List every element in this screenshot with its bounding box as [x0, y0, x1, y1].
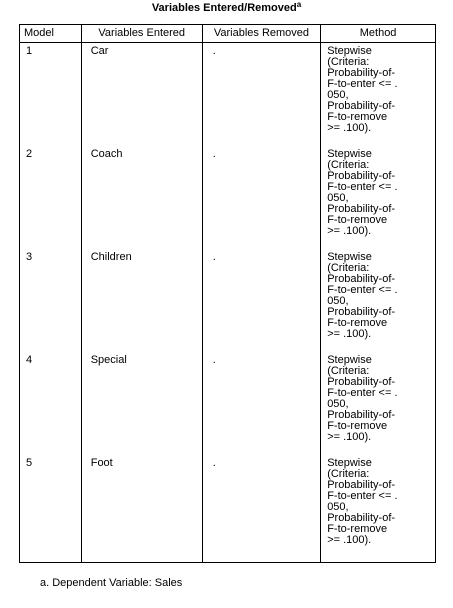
- method-text-line: >= .100).: [327, 328, 372, 340]
- table-title-footnote-marker: a: [296, 0, 302, 9]
- method-text-line: Probability-of-: [327, 170, 396, 182]
- table-body: [20, 43, 436, 563]
- header-model: Model: [20, 25, 82, 43]
- cell-variables-entered: Special: [81, 353, 202, 456]
- method-text-line: F-to-enter <= .: [327, 490, 398, 502]
- method-text-line: (Criteria:: [327, 365, 370, 377]
- method-text-line: 050,: [327, 295, 349, 307]
- method-text-line: >= .100).: [327, 225, 372, 237]
- method-text-line: >= .100).: [327, 122, 372, 134]
- method-text-line: Probability-of-: [327, 512, 396, 524]
- method-text-line: F-to-enter <= .: [327, 284, 398, 296]
- header-row: [20, 25, 436, 43]
- method-text-line: 050,: [327, 89, 349, 101]
- cell-model: 1: [20, 43, 82, 148]
- cell-method: [321, 250, 436, 353]
- cell-variables-entered: Foot: [81, 456, 202, 563]
- method-text-line: Probability-of-: [327, 306, 396, 318]
- cell-variables-removed: .: [202, 250, 321, 353]
- method-text-line: (Criteria:: [327, 262, 370, 274]
- method-text-line: F-to-remove: [327, 317, 388, 329]
- method-text-line: 050,: [327, 192, 349, 204]
- method-text-line: Probability-of-: [327, 409, 396, 421]
- cell-variables-removed: .: [202, 147, 321, 250]
- method-text-line: Probability-of-: [327, 100, 396, 112]
- method-text-line: F-to-remove: [327, 523, 388, 535]
- method-text-line: >= .100).: [327, 431, 372, 443]
- method-text-line: Probability-of-: [327, 67, 396, 79]
- cell-model: 2: [20, 147, 82, 250]
- method-text-line: >= .100).: [327, 534, 372, 546]
- method-text-line: (Criteria:: [327, 56, 370, 68]
- header-method: Method: [321, 25, 436, 43]
- table-row: [20, 250, 436, 353]
- cell-variables-removed: .: [202, 353, 321, 456]
- method-text-line: Stepwise: [327, 457, 372, 469]
- table-row: [20, 43, 436, 148]
- method-text-line: 050,: [327, 398, 349, 410]
- header-variables-removed: Variables Removed: [202, 25, 321, 43]
- method-text-line: Stepwise: [327, 354, 372, 366]
- table-row: [20, 456, 436, 563]
- cell-variables-entered: Coach: [81, 147, 202, 250]
- table-footnote: a. Dependent Variable: Sales: [40, 577, 183, 589]
- cell-variables-removed: .: [202, 43, 321, 148]
- cell-method: [321, 147, 436, 250]
- method-text-line: 050,: [327, 501, 349, 513]
- method-text-line: Probability-of-: [327, 203, 396, 215]
- method-text-line: F-to-remove: [327, 214, 388, 226]
- method-text-line: (Criteria:: [327, 159, 370, 171]
- cell-model: 3: [20, 250, 82, 353]
- cell-variables-entered: Car: [81, 43, 202, 148]
- method-text-line: Stepwise: [327, 251, 372, 263]
- cell-method: [321, 456, 436, 563]
- cell-model: 5: [20, 456, 82, 563]
- method-text-line: Probability-of-: [327, 479, 396, 491]
- cell-method: [321, 43, 436, 148]
- method-text-line: F-to-remove: [327, 111, 388, 123]
- cell-method: [321, 353, 436, 456]
- method-text-line: Probability-of-: [327, 376, 396, 388]
- table-title: [0, 2, 453, 14]
- cell-variables-removed: .: [202, 456, 321, 563]
- method-text-line: F-to-enter <= .: [327, 387, 398, 399]
- table-title-text: Variables Entered/Removed: [151, 2, 297, 14]
- method-text-line: Probability-of-: [327, 273, 396, 285]
- method-text-line: F-to-enter <= .: [327, 181, 398, 193]
- method-text-line: Stepwise: [327, 45, 372, 57]
- method-text-line: (Criteria:: [327, 468, 370, 480]
- method-text-line: F-to-remove: [327, 420, 388, 432]
- table-row: [20, 353, 436, 456]
- header-variables-entered: Variables Entered: [81, 25, 202, 43]
- table-row: [20, 147, 436, 250]
- method-text-line: Stepwise: [327, 148, 372, 160]
- method-text-line: F-to-enter <= .: [327, 78, 398, 90]
- cell-model: 4: [20, 353, 82, 456]
- variables-entered-removed-table: [19, 24, 436, 563]
- cell-variables-entered: Children: [81, 250, 202, 353]
